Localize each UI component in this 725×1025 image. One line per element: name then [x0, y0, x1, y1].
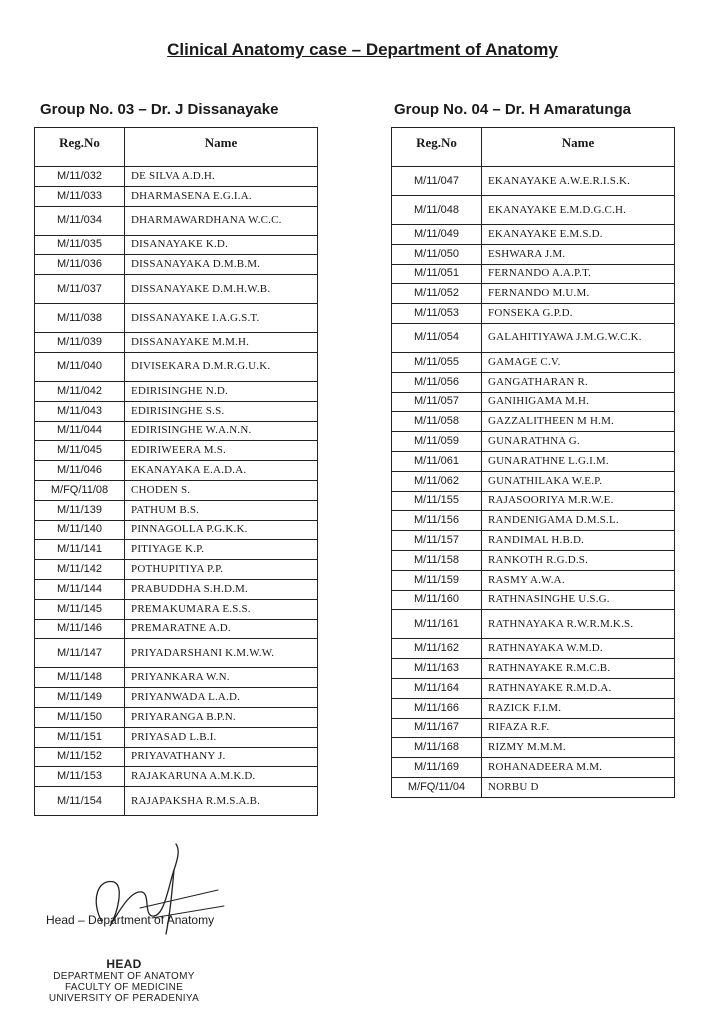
student-name-cell: RATHNAYAKA W.M.D.: [482, 639, 675, 659]
table-row: [35, 707, 318, 727]
reg-no-cell: M/11/036: [35, 255, 125, 275]
reg-no-cell: M/11/156: [392, 511, 482, 531]
table-row: [392, 412, 675, 432]
reg-no-cell: M/11/054: [392, 323, 482, 352]
table-row: [35, 520, 318, 540]
reg-no-cell: M/11/053: [392, 304, 482, 324]
table-row: [392, 432, 675, 452]
reg-no-cell: M/11/035: [35, 235, 125, 255]
student-name-cell: RIZMY M.M.M.: [482, 738, 675, 758]
table-row: [35, 381, 318, 401]
table-row: [35, 461, 318, 481]
table-row: [35, 352, 318, 381]
reg-no-cell: M/11/167: [392, 718, 482, 738]
reg-no-cell: M/11/057: [392, 392, 482, 412]
group-heading: Group No. 04 – Dr. H Amaratunga: [394, 101, 631, 118]
student-name-cell: DISSANAYAKA D.M.B.M.: [125, 255, 318, 275]
table-header-row: [392, 128, 675, 167]
table-row: [392, 392, 675, 412]
table-row: [392, 372, 675, 392]
table-row: [392, 610, 675, 639]
reg-no-cell: M/11/056: [392, 372, 482, 392]
name-column-header: Name: [125, 128, 318, 167]
reg-no-cell: M/11/055: [392, 352, 482, 372]
student-name-cell: GANGATHARAN R.: [482, 372, 675, 392]
student-name-cell: PREMAKUMARA E.S.S.: [125, 599, 318, 619]
reg-no-cell: M/11/042: [35, 381, 125, 401]
table-row: [35, 688, 318, 708]
table-row: [35, 255, 318, 275]
student-name-cell: PRIYASAD L.B.I.: [125, 727, 318, 747]
table-row: [35, 401, 318, 421]
reg-no-cell: M/11/147: [35, 639, 125, 668]
student-name-cell: DHARMASENA E.G.I.A.: [125, 186, 318, 206]
table-row: [392, 167, 675, 196]
reg-no-cell: M/11/155: [392, 491, 482, 511]
reg-no-cell: M/11/139: [35, 500, 125, 520]
student-name-cell: GANIHIGAMA M.H.: [482, 392, 675, 412]
student-name-cell: RATHNAYAKE R.M.D.A.: [482, 678, 675, 698]
page-title: Clinical Anatomy case – Department of Anatomy: [167, 40, 558, 59]
table-row: [35, 186, 318, 206]
student-name-cell: RAJAKARUNA A.M.K.D.: [125, 767, 318, 787]
student-name-cell: GALAHITIYAWA J.M.G.W.C.K.: [482, 323, 675, 352]
reg-no-cell: M/11/152: [35, 747, 125, 767]
student-name-cell: EDIRISINGHE W.A.N.N.: [125, 421, 318, 441]
reg-no-cell: M/11/149: [35, 688, 125, 708]
reg-no-cell: M/11/146: [35, 619, 125, 639]
reg-no-cell: M/11/141: [35, 540, 125, 560]
reg-no-cell: M/11/153: [35, 767, 125, 787]
table-row: [392, 471, 675, 491]
reg-no-cell: M/11/148: [35, 668, 125, 688]
student-name-cell: PRIYANKARA W.N.: [125, 668, 318, 688]
table-row: [392, 659, 675, 679]
table-row: [392, 451, 675, 471]
student-name-cell: FERNANDO A.A.P.T.: [482, 264, 675, 284]
table-row: [35, 727, 318, 747]
student-name-cell: GUNARATHNA G.: [482, 432, 675, 452]
reg-no-cell: M/11/160: [392, 590, 482, 610]
table-row: [35, 579, 318, 599]
student-name-cell: PRIYARANGA B.P.N.: [125, 707, 318, 727]
student-name-cell: POTHUPITIYA P.P.: [125, 560, 318, 580]
group-roster-table: [391, 127, 675, 798]
table-row: [392, 570, 675, 590]
table-row: [35, 767, 318, 787]
reg-no-cell: M/11/151: [35, 727, 125, 747]
student-name-cell: EKANAYAKA E.A.D.A.: [125, 461, 318, 481]
stamp-line: DEPARTMENT OF ANATOMY: [53, 971, 195, 982]
reg-no-cell: M/11/032: [35, 167, 125, 187]
table-row: [392, 284, 675, 304]
student-name-cell: RATHNASINGHE U.S.G.: [482, 590, 675, 610]
student-name-cell: EKANAYAKE E.M.S.D.: [482, 225, 675, 245]
reg-no-cell: M/11/047: [392, 167, 482, 196]
table-row: [392, 352, 675, 372]
reg-no-cell: M/11/052: [392, 284, 482, 304]
table-row: [35, 333, 318, 353]
student-name-cell: PRIYANWADA L.A.D.: [125, 688, 318, 708]
student-name-cell: PATHUM B.S.: [125, 500, 318, 520]
table-row: [392, 590, 675, 610]
table-row: [392, 225, 675, 245]
reg-no-cell: M/11/043: [35, 401, 125, 421]
student-name-cell: EKANAYAKE A.W.E.R.I.S.K.: [482, 167, 675, 196]
table-row: [392, 304, 675, 324]
student-name-cell: FONSEKA G.P.D.: [482, 304, 675, 324]
reg-no-cell: M/11/061: [392, 451, 482, 471]
reg-no-cell: M/11/163: [392, 659, 482, 679]
table-row: [35, 480, 318, 500]
table-row: [35, 747, 318, 767]
student-name-cell: GUNARATHNE L.G.I.M.: [482, 451, 675, 471]
table-row: [392, 718, 675, 738]
student-name-cell: RATHNAYAKA R.W.R.M.K.S.: [482, 610, 675, 639]
reg-no-cell: M/11/044: [35, 421, 125, 441]
table-row: [35, 619, 318, 639]
table-row: [392, 491, 675, 511]
table-row: [35, 540, 318, 560]
reg-no-cell: M/11/062: [392, 471, 482, 491]
reg-no-cell: M/11/140: [35, 520, 125, 540]
student-name-cell: EDIRIWEERA M.S.: [125, 441, 318, 461]
student-name-cell: EDIRISINGHE S.S.: [125, 401, 318, 421]
table-row: [392, 511, 675, 531]
reg-no-cell: M/11/144: [35, 579, 125, 599]
student-name-cell: PITIYAGE K.P.: [125, 540, 318, 560]
table-row: [35, 787, 318, 816]
reg-no-cell: M/11/059: [392, 432, 482, 452]
table-row: [35, 500, 318, 520]
table-row: [392, 639, 675, 659]
table-row: [35, 421, 318, 441]
student-name-cell: PRIYADARSHANI K.M.W.W.: [125, 639, 318, 668]
student-name-cell: ESHWARA J.M.: [482, 244, 675, 264]
student-name-cell: RAJAPAKSHA R.M.S.A.B.: [125, 787, 318, 816]
table-row: [35, 275, 318, 304]
student-name-cell: RATHNAYAKE R.M.C.B.: [482, 659, 675, 679]
reg-no-cell: M/11/049: [392, 225, 482, 245]
student-name-cell: CHODEN S.: [125, 480, 318, 500]
reg-no-cell: M/11/051: [392, 264, 482, 284]
student-name-cell: DISSANAYAKE I.A.G.S.T.: [125, 304, 318, 333]
table-row: [392, 264, 675, 284]
table-row: [35, 668, 318, 688]
student-name-cell: GAZZALITHEEN M H.M.: [482, 412, 675, 432]
table-row: [392, 738, 675, 758]
reg-no-column-header: Reg.No: [392, 128, 482, 167]
student-name-cell: DISSANAYAKE M.M.H.: [125, 333, 318, 353]
stamp-line: UNIVERSITY OF PERADENIYA: [48, 993, 200, 1004]
reg-no-cell: M/11/048: [392, 196, 482, 225]
reg-no-cell: M/11/038: [35, 304, 125, 333]
reg-no-cell: M/11/150: [35, 707, 125, 727]
table-row: [392, 698, 675, 718]
table-row: [35, 206, 318, 235]
reg-no-column-header: Reg.No: [35, 128, 125, 167]
reg-no-cell: M/11/169: [392, 758, 482, 778]
reg-no-cell: M/11/142: [35, 560, 125, 580]
reg-no-cell: M/11/159: [392, 570, 482, 590]
reg-no-cell: M/11/050: [392, 244, 482, 264]
student-name-cell: DISSANAYAKE D.M.H.W.B.: [125, 275, 318, 304]
student-name-cell: GAMAGE C.V.: [482, 352, 675, 372]
reg-no-cell: M/11/154: [35, 787, 125, 816]
reg-no-cell: M/11/039: [35, 333, 125, 353]
table-row: [392, 678, 675, 698]
table-row: [35, 167, 318, 187]
reg-no-cell: M/11/045: [35, 441, 125, 461]
table-row: [35, 639, 318, 668]
student-name-cell: DISANAYAKE K.D.: [125, 235, 318, 255]
group-heading: Group No. 03 – Dr. J Dissanayake: [40, 101, 279, 118]
table-row: [392, 323, 675, 352]
reg-no-cell: M/11/058: [392, 412, 482, 432]
student-name-cell: EKANAYAKE E.M.D.G.C.H.: [482, 196, 675, 225]
table-row: [35, 235, 318, 255]
reg-no-cell: M/11/157: [392, 531, 482, 551]
student-name-cell: NORBU D: [482, 777, 675, 797]
reg-no-cell: M/11/040: [35, 352, 125, 381]
reg-no-cell: M/FQ/11/04: [392, 777, 482, 797]
student-name-cell: PREMARATNE A.D.: [125, 619, 318, 639]
table-row: [35, 304, 318, 333]
reg-no-cell: M/11/033: [35, 186, 125, 206]
stamp-line: FACULTY OF MEDICINE: [64, 982, 184, 993]
table-row: [392, 244, 675, 264]
reg-no-cell: M/11/145: [35, 599, 125, 619]
reg-no-cell: M/FQ/11/08: [35, 480, 125, 500]
student-name-cell: PRABUDDHA S.H.D.M.: [125, 579, 318, 599]
student-name-cell: RAJASOORIYA M.R.W.E.: [482, 491, 675, 511]
table-row: [392, 196, 675, 225]
student-name-cell: FERNANDO M.U.M.: [482, 284, 675, 304]
signatory-title: Head – Department of Anatomy: [46, 913, 215, 927]
student-name-cell: RIFAZA R.F.: [482, 718, 675, 738]
table-header-row: [35, 128, 318, 167]
table-row: [392, 550, 675, 570]
student-name-cell: RANDENIGAMA D.M.S.L.: [482, 511, 675, 531]
reg-no-cell: M/11/161: [392, 610, 482, 639]
student-name-cell: GUNATHILAKA W.E.P.: [482, 471, 675, 491]
table-row: [392, 531, 675, 551]
student-name-cell: EDIRISINGHE N.D.: [125, 381, 318, 401]
department-stamp: [34, 958, 214, 1004]
student-name-cell: PRIYAVATHANY J.: [125, 747, 318, 767]
reg-no-cell: M/11/166: [392, 698, 482, 718]
reg-no-cell: M/11/164: [392, 678, 482, 698]
student-name-cell: ROHANADEERA M.M.: [482, 758, 675, 778]
reg-no-cell: M/11/034: [35, 206, 125, 235]
group-roster-table: [34, 127, 318, 816]
student-name-cell: RANDIMAL H.B.D.: [482, 531, 675, 551]
reg-no-cell: M/11/046: [35, 461, 125, 481]
reg-no-cell: M/11/037: [35, 275, 125, 304]
table-row: [35, 599, 318, 619]
student-name-cell: DIVISEKARA D.M.R.G.U.K.: [125, 352, 318, 381]
student-name-cell: RAZICK F.I.M.: [482, 698, 675, 718]
table-row: [35, 441, 318, 461]
student-name-cell: PINNAGOLLA P.G.K.K.: [125, 520, 318, 540]
name-column-header: Name: [482, 128, 675, 167]
table-row: [392, 758, 675, 778]
reg-no-cell: M/11/168: [392, 738, 482, 758]
table-row: [392, 777, 675, 797]
stamp-line: HEAD: [106, 957, 142, 971]
student-name-cell: DHARMAWARDHANA W.C.C.: [125, 206, 318, 235]
student-name-cell: RANKOTH R.G.D.S.: [482, 550, 675, 570]
reg-no-cell: M/11/162: [392, 639, 482, 659]
reg-no-cell: M/11/158: [392, 550, 482, 570]
student-name-cell: RASMY A.W.A.: [482, 570, 675, 590]
table-row: [35, 560, 318, 580]
student-name-cell: DE SILVA A.D.H.: [125, 167, 318, 187]
